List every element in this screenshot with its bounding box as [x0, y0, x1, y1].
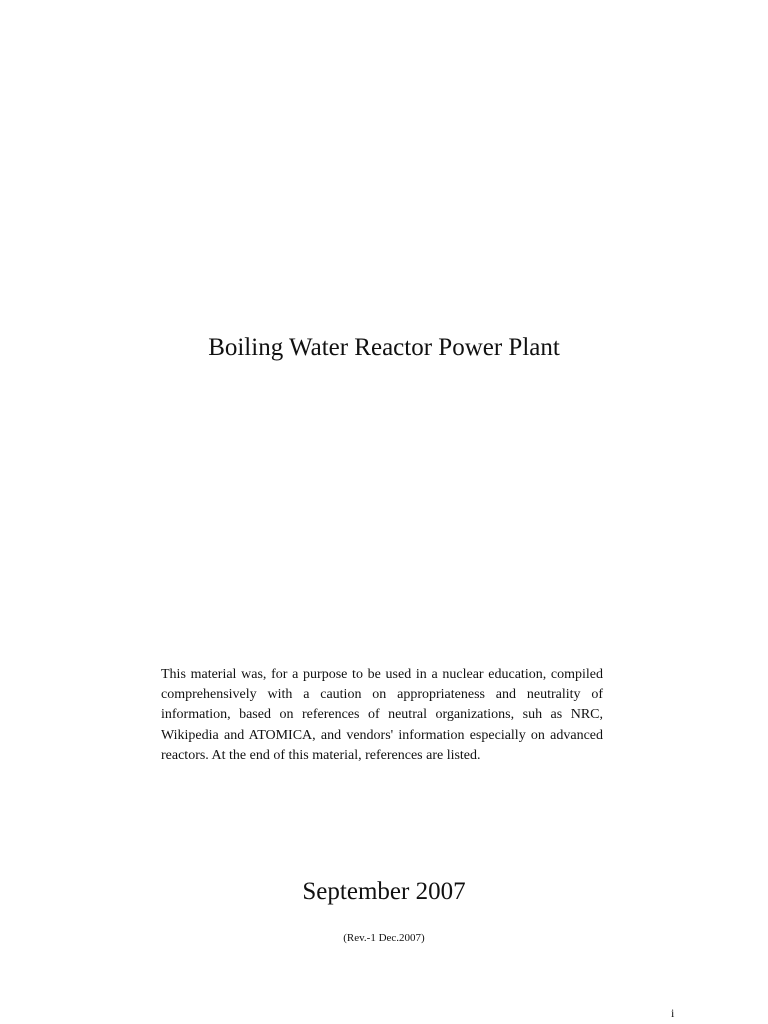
revision-note: (Rev.-1 Dec.2007) [343, 932, 425, 944]
abstract-paragraph: This material was, for a purpose to be used in a nuclear education, compiled comprehensively with a caution on appropriateness and neutrality of information, based on references of neutral organizations, suh as NRC, Wikipedia and ATOMICA, and vendors' information especially on advanced reactors. At the end of this material, references are listed. [161, 667, 603, 763]
page-number: i [671, 1006, 675, 1020]
publication-date: September 2007 [302, 878, 466, 905]
document-title: Boiling Water Reactor Power Plant [208, 334, 560, 361]
